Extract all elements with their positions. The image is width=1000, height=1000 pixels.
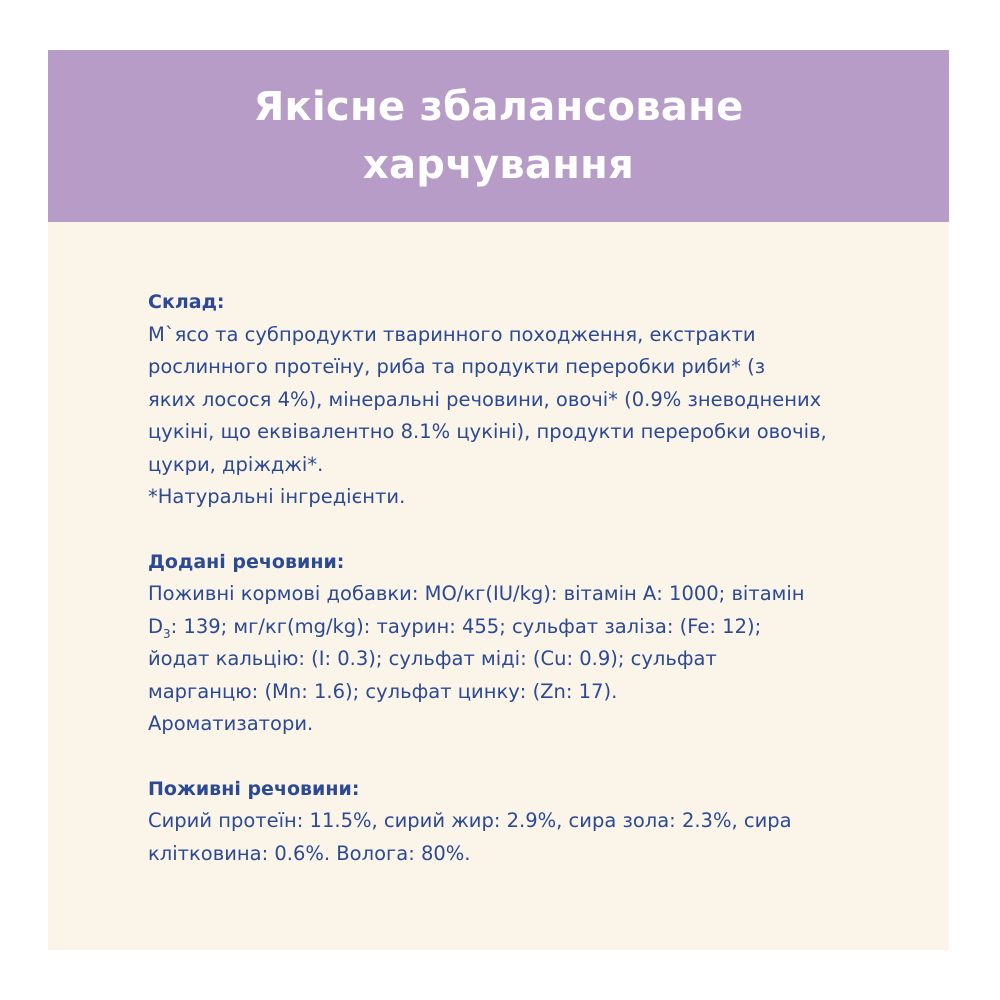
nutrients-section <box>148 773 868 871</box>
composition-section <box>148 286 868 514</box>
composition-line: рослинного протеїну, риба та продукти переробки риби* (з <box>148 355 766 378</box>
composition-line: цукри, дріжджі*. <box>148 452 324 476</box>
composition-line: яких лосося 4%), мінеральні речовини, овочі* (0.9% зневоднених <box>148 387 822 411</box>
nutrients-line: клітковина: 0.6%. Волога: 80%. <box>148 841 471 865</box>
additives-line: Ароматизатори. <box>148 712 314 735</box>
title-banner <box>48 50 949 222</box>
nutrients-line: Сирий протеїн: 11.5%, сирий жир: 2.9%, сира зола: 2.3%, сира <box>148 809 792 832</box>
composition-line: цукіні, що еквівалентно 8.1% цукіні), продукти переробки овочів, <box>148 420 827 443</box>
additives-line: йодат кальцію: (I: 0.3); сульфат міді: (Cu: 0.9); сульфат <box>148 647 717 670</box>
additives-line: Поживні кормові добавки: МО/кг(IU/kg): вітамін А: 1000; вітамін <box>148 582 805 605</box>
additives-heading: Додані речовини: <box>148 550 345 573</box>
content-body <box>148 286 868 870</box>
composition-line: М`ясо та субпродукти тваринного походження, екстракти <box>148 322 756 346</box>
additives-line-rest: : 139; мг/кг(mg/kg): таурин: 455; сульфат заліза: (Fe: 12); <box>170 614 762 638</box>
page-title <box>119 78 879 194</box>
additives-section <box>148 546 868 741</box>
composition-heading: Склад: <box>148 291 225 313</box>
additives-line: марганцю: (Mn: 1.6); сульфат цинку: (Zn: 17). <box>148 679 618 703</box>
additives-line <box>148 611 868 644</box>
vitamin-d-symbol: D <box>148 614 164 638</box>
natural-ingredients-note: *Натуральні інгредієнти. <box>148 485 406 508</box>
nutrition-card <box>48 50 949 950</box>
nutrients-heading: Поживні речовини: <box>148 777 360 800</box>
title-line-2: харчування <box>362 142 635 188</box>
vitamin-d-subscript: 3 <box>163 626 171 641</box>
title-line-1: Якісне збалансоване <box>253 84 744 130</box>
